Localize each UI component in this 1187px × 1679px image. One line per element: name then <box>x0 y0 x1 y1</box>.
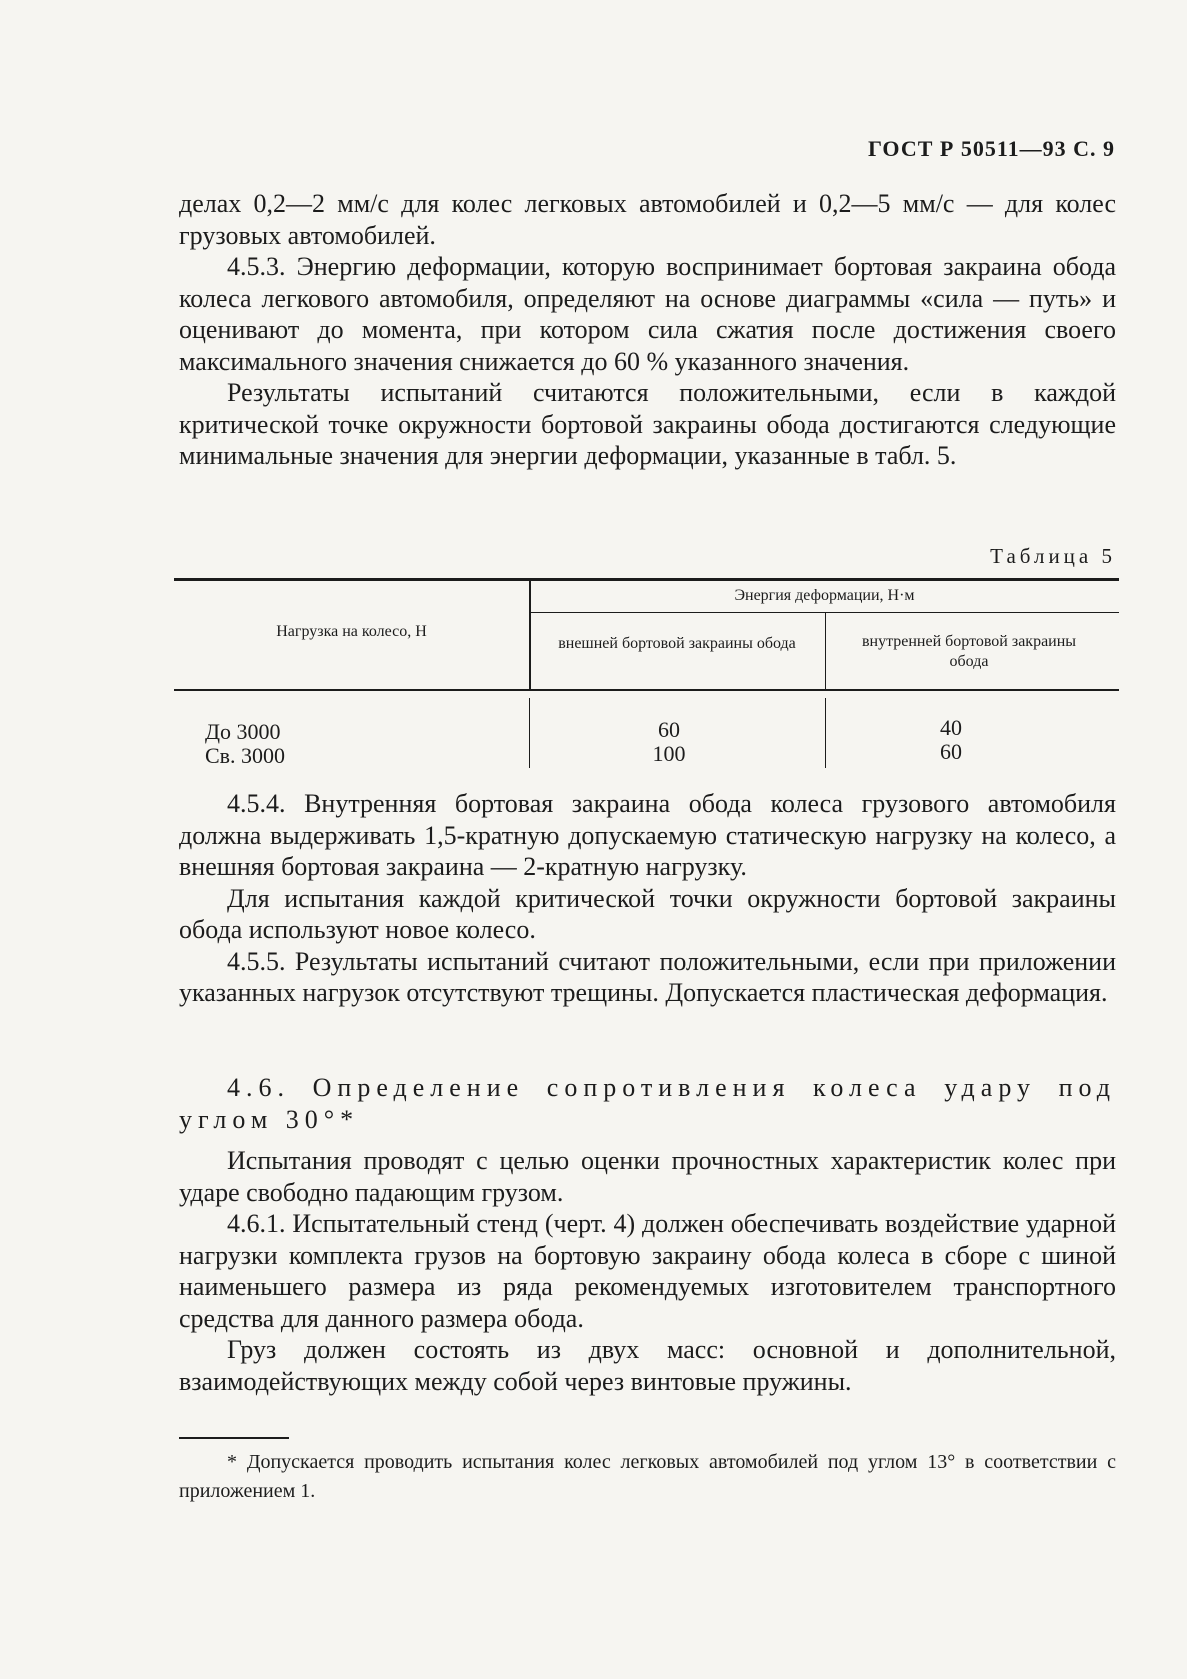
page-header: ГОСТ Р 50511—93 С. 9 <box>867 136 1115 161</box>
col-header-outer: внешней бортовой закраины обода <box>558 635 796 652</box>
table-header-rule <box>529 612 1119 613</box>
row-outer: 100 <box>652 741 686 766</box>
body-text <box>179 788 1116 1009</box>
table-caption: Таблица 5 <box>990 544 1116 568</box>
paragraph: Груз должен состоять из двух масс: основной и дополнительной, взаимодействующих между собой через винтовые пружины. <box>179 1335 1116 1396</box>
col-header-load: Нагрузка на колесо, Н <box>276 623 427 640</box>
table-header-bottom-rule <box>174 689 1119 691</box>
row-outer: 60 <box>658 717 680 742</box>
section-title: 4.6. Определение сопротивления колеса удару под углом 30°* <box>179 1073 1116 1134</box>
paragraph: 4.5.4. Внутренняя бортовая закраина обода колеса грузового автомобиля должна выдерживать 1,5-кратную допускаемую статическую нагрузку на колесо, а внешняя бортовая закраина — 2-кратную нагрузку. <box>179 789 1116 881</box>
col-header-energy: Энергия деформации, Н·м <box>734 587 915 604</box>
table-vline <box>825 613 826 689</box>
paragraph: 4.6.1. Испытательный стенд (черт. 4) должен обеспечивать воздействие ударной нагрузки комплекта грузов на бортовую закраину обода колеса в сборе с шиной наименьшего размера из ряда рекомендуемых изготовителем транспортного средства для данного размера обода. <box>179 1209 1116 1333</box>
intro-text <box>179 188 1116 472</box>
paragraph: 4.5.5. Результаты испытаний считают положительными, если при приложении указанных нагрузок отсутствуют трещины. Допускается пластическая деформация. <box>179 946 1116 1007</box>
row-inner: 40 <box>940 715 962 740</box>
col-header-inner: внутренней бортовой закраины обода <box>861 633 1077 670</box>
paragraph: делах 0,2—2 мм/с для колес легковых автомобилей и 0,2—5 мм/с — для колес грузовых автомобилей. <box>179 189 1116 250</box>
table-top-rule <box>174 578 1119 581</box>
section-heading-block <box>179 1072 1116 1135</box>
footnote-text: * Допускается проводить испытания колес легковых автомобилей под углом 13° в соответствии с приложением 1. <box>179 1451 1116 1502</box>
paragraph: Для испытания каждой критической точки окружности бортовой закраины обода используют новое колесо. <box>179 883 1116 944</box>
row-load: До 3000 <box>205 719 281 744</box>
footnote <box>179 1448 1116 1506</box>
table-vline <box>825 698 826 768</box>
row-load: Св. 3000 <box>205 743 286 768</box>
table-vline <box>529 698 530 768</box>
footnote-rule <box>179 1437 289 1439</box>
row-inner: 60 <box>940 739 962 764</box>
paragraph: Результаты испытаний считаются положительными, если в каждой критической точке окружности бортовой закраины обода достигаются следующие минимальные значения для энергии деформации, указанные в табл. 5. <box>179 378 1116 470</box>
paragraph: Испытания проводят с целью оценки прочностных характеристик колес при ударе свободно падающим грузом. <box>179 1146 1116 1207</box>
table-5 <box>174 578 1119 770</box>
paragraph: 4.5.3. Энергию деформации, которую воспринимает бортовая закраина обода колеса легкового автомобиля, определяют на основе диаграммы «сила — путь» и оценивают до момента, при котором сила сжатия после достижения своего максимального значения снижается до 60 % указанного значения. <box>179 252 1116 376</box>
section-text <box>179 1145 1116 1397</box>
